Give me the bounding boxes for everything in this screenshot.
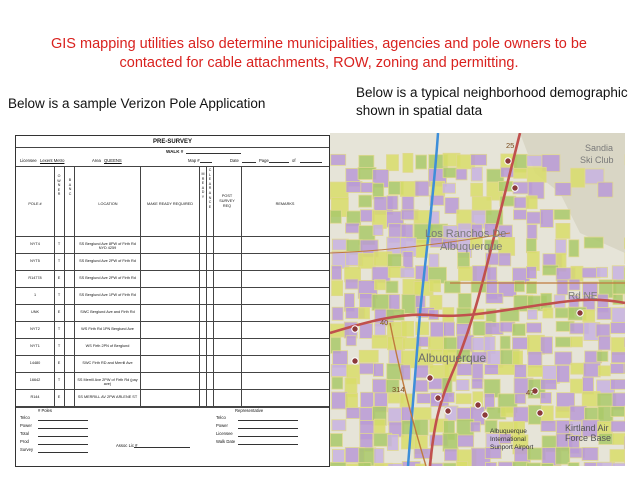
census-block [556,447,570,464]
census-block [386,281,398,293]
pole-location: WS Firth Rd 1PN Berglund Ave [81,327,134,331]
pole-number: NYT5 [30,259,40,263]
census-block [346,336,356,346]
census-block [613,433,625,444]
census-block [360,392,373,407]
census-block [543,308,553,318]
assoc-line [134,447,190,448]
census-block [332,281,343,296]
footer-right-item: Telco [216,415,226,420]
shield-47: 47 [526,388,535,397]
form-title: PRE-SURVEY [153,139,192,145]
census-block [597,267,608,277]
map-line [200,162,212,163]
pole-location: SS Berglund Ave 2PW of Firth Rd [79,259,136,263]
area-label: Area [92,158,101,163]
census-block [568,463,579,466]
census-block [330,434,342,447]
census-block [374,419,385,433]
header-pole: POLE # [28,202,42,206]
census-block [512,324,525,336]
census-block [332,307,343,320]
header-owner: O W N E R [57,174,61,197]
table-header-bottom [16,236,329,237]
licensee-value: Lexent Metro [40,158,65,163]
table-row-divider [16,372,329,373]
census-block [415,365,428,378]
map-label-airport: Albuquerque International Sunport Airport [490,428,534,451]
pole-location: SWC Firth RD and Merrill Ave [82,361,133,365]
census-block [514,364,526,377]
census-block [331,365,347,377]
poles-label: # Poles [38,408,52,413]
census-block [611,421,625,432]
census-block [359,195,372,207]
walk-line [186,153,241,154]
census-block [527,309,537,319]
census-block [400,268,414,278]
poi-marker [427,375,433,381]
census-block [458,252,470,268]
census-block [555,239,566,254]
census-block [471,167,482,181]
of-label: of [292,158,296,163]
census-block [414,210,431,223]
header-clearance: C L E A R A N C E [208,168,212,209]
footer-line [38,420,88,421]
map-label-kirtland: Kirtland Air Force Base [565,423,612,443]
pole-location: SS Berglund Ave 1PW of Firth Rd [79,293,136,297]
footer-left-item: Survey [20,447,34,452]
census-block [430,280,441,292]
census-block [458,435,474,447]
census-block [584,237,603,248]
footer-line [238,420,298,421]
census-block [403,153,413,172]
census-block [512,337,529,349]
pole-owner: T [57,242,61,246]
pole-number: NYT2 [30,327,40,331]
pole-owner: T [57,344,61,348]
census-block [611,379,625,389]
poi-marker [352,326,358,332]
poi-marker [505,158,511,164]
pole-owner: E [57,310,61,314]
census-block [416,155,427,169]
slide-headline: GIS mapping utilities also determine municipalities, agencies and pole owners to be contacted for cable attachments, ROW, zoning and permitting. [51,36,587,71]
census-block [498,365,515,375]
census-block [526,323,541,333]
census-block [360,323,373,338]
table-row-divider [16,270,329,271]
census-block [526,267,536,279]
footer-right-item: Power [216,423,228,428]
pole-owner: E [57,361,61,365]
census-block [486,293,503,303]
shield-25: 25 [506,141,515,150]
census-block [332,266,342,280]
census-block [571,168,585,187]
pole-owner: T [57,259,61,263]
census-block [358,253,375,268]
census-block [624,338,625,348]
pole-owner: T [57,327,61,331]
footer-line [38,428,88,429]
census-block [554,210,570,220]
census-block [388,464,404,466]
pre-survey-form [15,135,330,467]
census-block [373,225,383,236]
header-banc: B A N C [68,178,72,196]
census-block [346,393,358,409]
table-row-divider [16,287,329,288]
pole-owner: E [57,276,61,280]
pole-owner: T [57,293,61,297]
table-row-divider [16,253,329,254]
map-label-albuquerque: Albuquerque [418,351,487,365]
census-block [527,167,546,182]
census-block [513,462,529,466]
census-block [555,183,571,196]
poi-marker [445,408,451,414]
census-block [569,279,580,290]
census-block [402,321,414,336]
census-block [582,447,598,460]
map-label-sandia: Sandia [585,143,614,153]
poi-marker [577,310,583,316]
census-block [557,280,568,295]
census-block [540,337,552,354]
census-block [330,210,341,223]
left-caption: Below is a sample Verizon Pole Application [8,96,266,111]
census-block [583,310,595,322]
census-block [359,363,375,374]
date-line [242,162,256,163]
census-block [526,196,537,209]
header-location: LOCATION [98,202,118,206]
census-block [624,436,625,451]
pole-number: R14778 [28,276,42,280]
census-block [610,364,624,374]
demographic-map [330,133,625,466]
census-block [541,421,556,432]
pole-number: NYT1 [30,344,40,348]
licensee-label: Licensee [20,158,37,163]
pole-location: SS Berglund Ave 8PW of Firth Rd NYD 4259 [79,242,136,251]
census-block [486,462,497,466]
census-block [414,408,431,420]
census-block [598,366,610,376]
census-block [457,363,472,375]
shield-314: 314 [392,385,405,394]
census-block [374,280,385,290]
table-row-divider [16,355,329,356]
census-block [598,182,613,197]
census-block [444,322,455,336]
census-block [359,350,378,362]
pole-location: SWC Berglund Ave and Firth Rd [80,310,135,314]
census-block [527,463,541,466]
census-block [444,449,458,461]
census-block [346,408,360,419]
footer-left-item: Telco [20,415,30,420]
census-block [442,183,455,193]
census-block [387,434,398,450]
footer-right-item: Licensee [216,431,233,436]
form-divider [16,147,329,148]
shield-40: 40 [380,318,389,327]
pole-owner: E [57,395,61,399]
table-row-divider [16,338,329,339]
census-block [514,210,527,220]
census-block [332,420,346,431]
census-block [597,308,611,320]
footer-left-item: Prod [20,439,29,444]
pole-location: WS Firth 2PN of Berglund [85,344,130,348]
census-block [487,267,497,281]
poi-marker [537,410,543,416]
poi-marker [435,395,441,401]
census-block [556,407,571,418]
pole-number: R144 [30,395,40,399]
footer-line [38,436,88,437]
census-block [415,380,428,392]
pole-number: 14480 [29,361,41,365]
footer-left-item: Total [20,431,29,436]
census-block [456,461,467,466]
map-label-ranchos: Los Ranchos De [425,228,507,240]
census-block [416,464,426,466]
header-remarks: REMARKS [275,202,295,206]
poi-marker [482,412,488,418]
census-block [513,407,528,422]
census-block [387,337,404,350]
footer-line [38,444,88,445]
census-block [471,183,483,196]
table-row-divider [16,321,329,322]
census-block [514,168,527,178]
census-block [458,294,471,310]
census-block [556,223,570,238]
census-block [612,308,625,323]
page-line [269,162,289,163]
census-block [359,308,370,319]
pole-location: SS Berglund Ave 2PW of Firth Rd [79,276,136,280]
census-block [540,392,551,403]
census-block [611,322,625,333]
area-value: QUEENS [104,158,122,163]
census-block [528,365,543,376]
census-block [555,352,572,365]
pole-owner: T [57,378,61,382]
pole-location: SS Merrill Ave 2PW of Firth Rd (pay ave) [77,378,138,387]
header-mready: M R E A D Y [201,172,205,199]
footer-line [238,436,298,437]
right-caption: Below is a typical neighborhood demographic shown in spatial data [356,85,628,118]
census-block [456,380,469,391]
footer-right-item: Walk Date [216,439,236,444]
header-post-survey: POST SURVEY REQ [219,194,235,208]
census-block [402,196,414,211]
census-block [472,379,483,389]
census-block [541,463,553,466]
census-block [387,196,398,210]
footer-top [16,407,329,408]
poi-marker [475,402,481,408]
census-block [358,463,371,466]
census-block [471,154,487,165]
census-block [361,183,374,193]
pole-number: UNK [30,310,40,314]
census-block [499,253,511,266]
table-top [16,166,329,167]
census-block [430,322,445,337]
census-block [415,181,429,196]
census-block [611,407,625,417]
census-block [443,463,456,466]
census-block [373,379,388,393]
census-block [332,377,343,389]
census-block [346,182,362,193]
footer-left-item: Power [20,423,32,428]
map-number-label: Map # [188,158,200,163]
table-row-divider [16,389,329,390]
census-block [583,363,600,377]
census-block [585,169,604,184]
census-block [527,225,537,240]
pole-location: SS MERRILL AV 2PW ARLENE ST [77,395,138,399]
of-line [300,162,322,163]
census-block [597,351,608,361]
census-block [387,254,401,268]
poi-marker [352,358,358,364]
census-block [611,352,625,363]
census-block [555,337,571,347]
census-block [540,209,553,227]
date-label: Date [230,158,239,163]
census-block [515,394,526,404]
census-block [500,336,510,349]
census-block [624,363,625,373]
census-block [373,363,383,376]
footer-line [238,444,298,445]
table-row-divider [16,304,329,305]
census-block [570,337,582,347]
census-block [527,155,544,166]
footer-line [38,452,88,453]
census-block [541,293,552,309]
pole-number: 1 [33,293,37,297]
census-block [372,294,391,310]
census-block [570,379,583,393]
census-block [556,365,569,382]
poi-marker [512,185,518,191]
census-block [345,223,359,233]
map-label-albuquerque-top: Albuquerque [440,241,503,253]
walk-label: WALK # [166,149,184,154]
assoc-lic-label: Assoc Lic # [116,443,138,448]
census-block [330,462,346,466]
pole-number: NYT4 [30,242,40,246]
map-label-ski-club: Ski Club [580,155,614,165]
header-make-ready: MAKE READY REQUIRED [147,202,193,206]
representative-label: Representative [235,408,264,413]
page-label: Page [259,158,269,163]
census-block [443,168,457,178]
census-block [596,324,610,337]
pole-number: 16642 [29,378,41,382]
census-block [610,450,625,462]
census-block [624,238,625,249]
census-block [331,154,346,165]
census-block [612,463,625,466]
census-block [598,336,610,350]
census-block [526,239,536,253]
map-label-rd-ne: Rd NE [568,291,598,302]
census-block [345,279,358,289]
census-block [386,155,398,171]
census-block [456,169,467,180]
census-block [485,364,499,374]
census-block [330,182,348,199]
census-block [456,394,471,404]
census-block [429,254,439,268]
census-block [569,240,579,257]
census-block [541,379,557,389]
census-block [470,422,480,432]
census-block [613,280,625,294]
footer-line [238,428,298,429]
